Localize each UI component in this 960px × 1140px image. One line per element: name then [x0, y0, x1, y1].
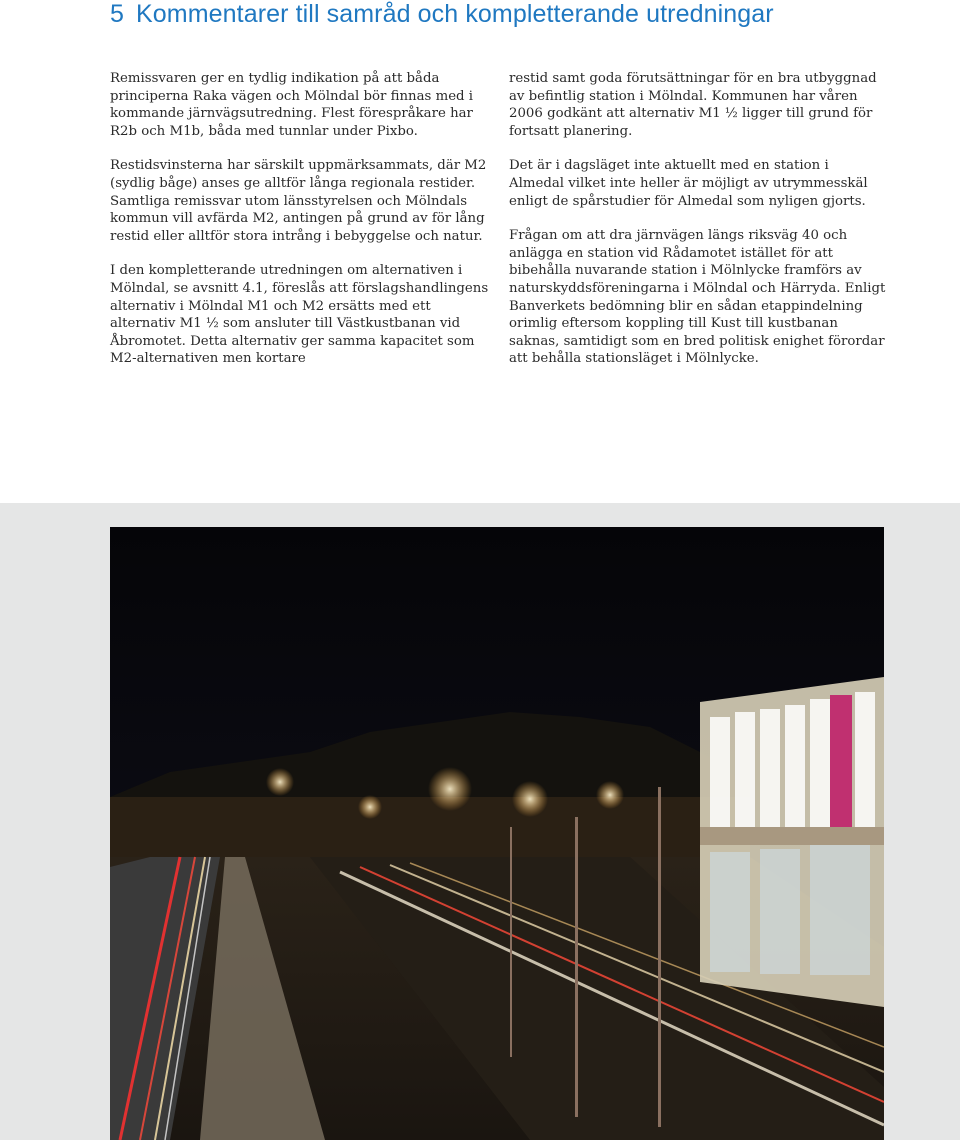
night-railway-photo — [110, 527, 884, 1140]
right-column — [509, 70, 887, 385]
paragraph: Det är i dagsläget inte aktuellt med en station i Almedal vilket inte heller är möjligt av utrymmesskäl enligt de spårstudier för Almedal som nyligen gjorts. — [509, 158, 868, 209]
heading-bar — [0, 0, 960, 34]
section-title: Kommentarer till samråd och kompletterande utredningar — [136, 0, 774, 28]
paragraph: Remissvaren ger en tydlig indikation på att båda principerna Raka vägen och Mölndal bör finnas med i kommande järnvägsutredning. Flest förespråkare har R2b och M1b, båda med tunnlar under Pixbo. — [110, 71, 474, 139]
paragraph: I den kompletterande utredningen om alternativen i Mölndal, se avsnitt 4.1, föreslås att förslagshandlingens alternativ i Mölndal M1 och M2 ersätts med ett alternativ M1 ½ som ansluter till Västkustbanan vid Åbromotet. Detta alternativ ger samma kapacitet som M2-alternativen men kortare — [110, 263, 489, 367]
photo-illustration — [110, 527, 884, 1140]
page-title — [110, 0, 774, 29]
paragraph: Frågan om att dra järnvägen längs riksväg 40 och anlägga en station vid Rådamotet istället för att bibehålla nuvarande station i Mölnlycke framförs av naturskyddsföreningarna i Mölndal och Härryda. Enligt Banverkets bedömning blir en sådan etappindelning orimlig eftersom koppling till Kust till kustbanan saknas, samtidigt som en bred politisk enighet förordar att behålla stationsläget i Mölnlycke. — [509, 228, 886, 367]
paragraph: Restidsvinsterna har särskilt uppmärksammats, där M2 (sydlig båge) anses ge alltför långa regionala restider. Samtliga remissvar utom länsstyrelsen och Mölndals kommun vill avfärda M2, antingen på grund av för lång restid eller alltför stora intrång i bebyggelse och natur. — [110, 158, 487, 244]
paragraph: restid samt goda förutsättningar för en bra utbyggnad av befintlig station i Mölndal. Kommunen har våren 2006 godkänt att alternativ M1 ½ ligger till grund för fortsatt planering. — [509, 71, 877, 139]
section-number: 5 — [110, 0, 125, 28]
left-column — [110, 70, 490, 385]
